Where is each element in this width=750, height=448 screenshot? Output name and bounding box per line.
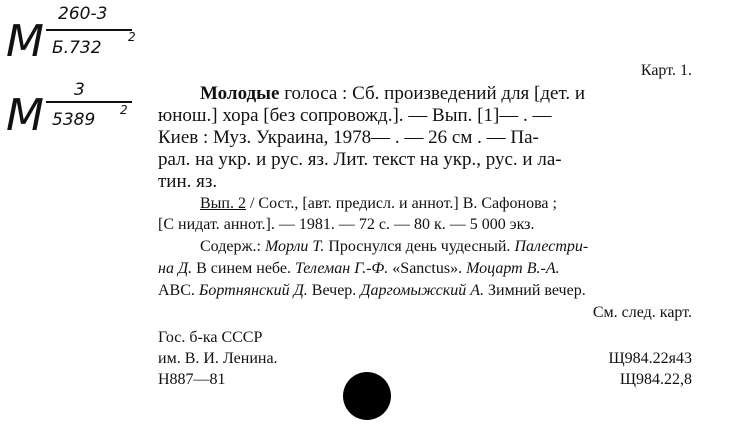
entry-line-3: Киев : Муз. Украина, 1978— . — 26 см . — Па- <box>158 127 539 148</box>
class-code-2: Щ984.22,8 <box>619 371 692 388</box>
volume-line-2: [С нидат. аннот.]. — 1981. — 72 с. — 80 к. — 5 000 экз. <box>158 216 535 233</box>
title-word: Молодые <box>200 83 280 104</box>
shelfmark-letter: М <box>6 16 44 67</box>
shelfmark-bottom: 5389 <box>52 110 96 130</box>
shelfmark-top: 260-3 <box>58 4 108 24</box>
volume-line-1: Вып. 2 / Сост., [авт. предисл. и аннот.] В. Сафонова ; <box>200 195 557 212</box>
class-code-1: Щ984.22я43 <box>608 350 692 367</box>
fraction-line <box>46 29 132 31</box>
entry-line-5: тин. яз. <box>158 171 218 192</box>
entry-line-2: юнош.] хора [без сопровожд.]. — Вып. [1]— . — <box>158 105 552 126</box>
shelfmark-letter: М <box>6 90 44 141</box>
shelfmark-bottom: Б.732 <box>52 38 102 58</box>
contents-line-2: на Д. В синем небе. Телеман Г.-Ф. «Sanctus». Моцарт В.-А. <box>158 260 560 277</box>
see-next-card: См. след. карт. <box>592 304 692 321</box>
library-line-3: Н887—81 <box>158 371 226 388</box>
library-line-1: Гос. б-ка СССР <box>158 329 263 346</box>
volume-label: Вып. 2 <box>200 195 246 212</box>
contents-line-1: Содерж.: Морли Т. Проснулся день чудесный. Палестри- <box>200 238 589 255</box>
punch-hole <box>343 372 391 420</box>
shelfmark-sup: 2 <box>120 103 128 117</box>
library-line-2: им. В. И. Ленина. <box>158 350 278 367</box>
entry-line-4: рал. на укр. и рус. яз. Лит. текст на укр., рус. и ла- <box>158 149 562 170</box>
entry-line-1: Молодые голоса : Сб. произведений для [дет. и <box>200 83 586 104</box>
shelfmark-top: 3 <box>74 80 85 100</box>
card-number: Карт. 1. <box>640 62 692 79</box>
contents-line-3: ABC. Бортнянский Д. Вечер. Даргомыжский А. Зимний вечер. <box>158 282 586 299</box>
shelfmark-sup: 2 <box>128 30 136 44</box>
